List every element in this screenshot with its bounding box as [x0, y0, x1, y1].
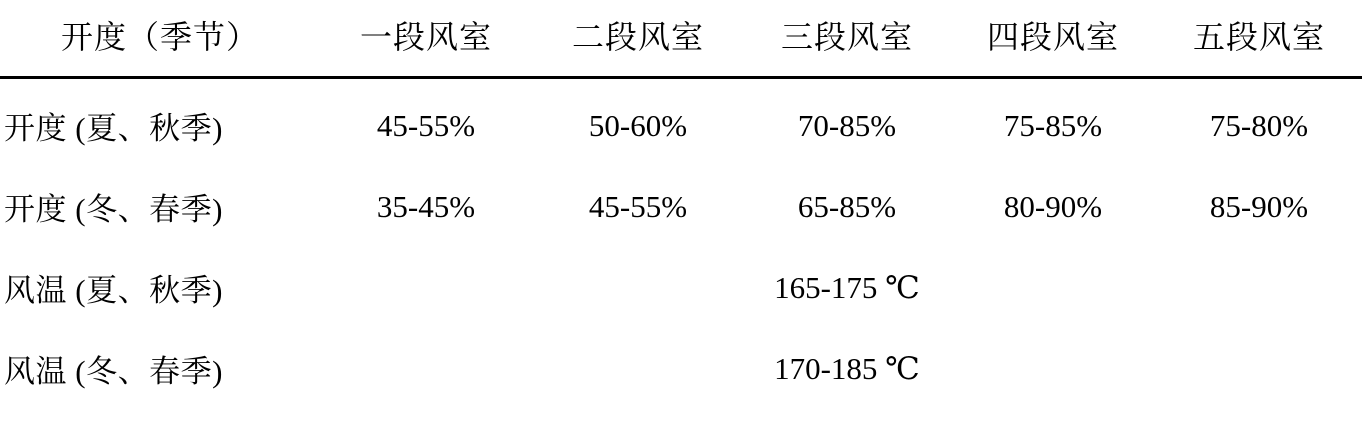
column-header-chamber-1: 一段风室 [320, 0, 532, 78]
table-header-row [0, 0, 1362, 78]
column-header-chamber-5: 五段风室 [1156, 0, 1362, 78]
table-cell: 65-85% [797, 188, 897, 224]
table-cell: 75-80% [1209, 107, 1309, 143]
table-row [0, 78, 1362, 167]
table-cell [320, 247, 532, 328]
table-cell [1156, 247, 1362, 328]
table-row [0, 328, 1362, 409]
table-cell: 45-55% [588, 188, 688, 224]
table-cell: 165-175 ℃ [774, 269, 920, 305]
table-cell: 45-55% [376, 107, 476, 143]
table-cell: 85-90% [1209, 188, 1309, 224]
table-cell [532, 328, 744, 409]
table-cell [950, 328, 1156, 409]
table-cell: 35-45% [376, 188, 476, 224]
table-cell: 50-60% [588, 107, 688, 143]
table-body [0, 78, 1362, 410]
row-label: 开度 (夏、秋季) [4, 111, 223, 146]
table-cell: 170-185 ℃ [774, 350, 920, 386]
table-cell: 80-90% [1003, 188, 1103, 224]
table-cell: 70-85% [797, 107, 897, 143]
column-header-chamber-2: 二段风室 [532, 0, 744, 78]
table-cell [532, 247, 744, 328]
column-header-chamber-3: 三段风室 [744, 0, 950, 78]
row-label: 风温 (夏、秋季) [4, 273, 223, 308]
table-row [0, 247, 1362, 328]
column-header-season: 开度（季节） [0, 0, 320, 78]
table-cell [320, 328, 532, 409]
table-cell [950, 247, 1156, 328]
table-cell [1156, 328, 1362, 409]
row-label: 风温 (冬、春季) [4, 354, 223, 389]
column-header-chamber-4: 四段风室 [950, 0, 1156, 78]
table-cell: 75-85% [1003, 107, 1103, 143]
row-label: 开度 (冬、春季) [4, 192, 223, 227]
table-header [0, 0, 1362, 78]
table-row [0, 166, 1362, 247]
